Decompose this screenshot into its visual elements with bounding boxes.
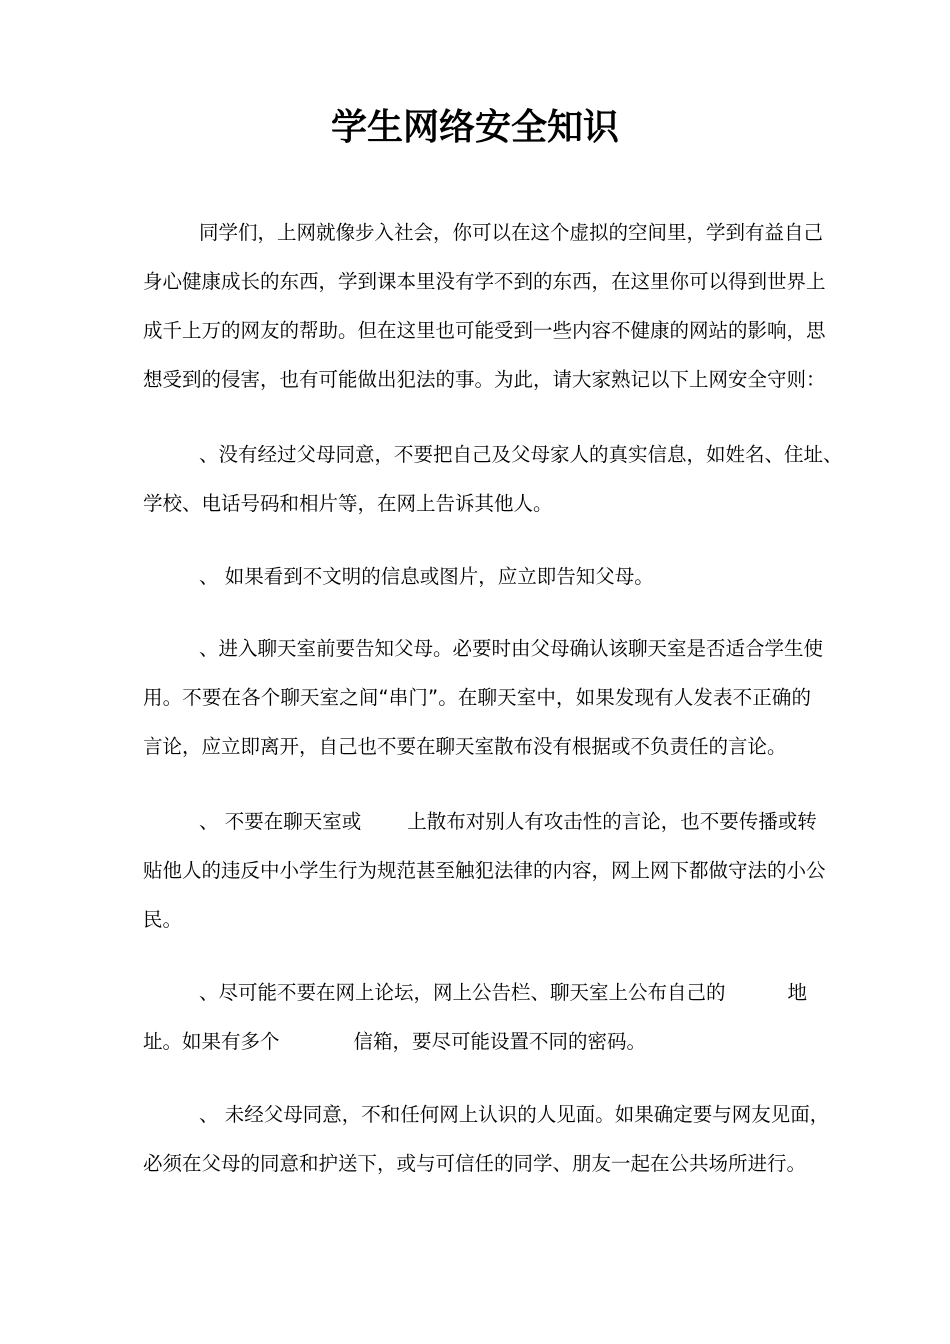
rule-4-line-3: 民。 bbox=[143, 908, 183, 931]
rule-3-line-2: 用。不要在各个聊天室之间“串门”。在聊天室中，如果发现有人发表不正确的 bbox=[143, 686, 811, 709]
rule-4-line-1-part-b: 上散布对别人有攻击性的言论，也不要传播或转 bbox=[407, 810, 817, 833]
rule-5-line-2 bbox=[143, 1017, 811, 1066]
document-title: 学生网络安全知识 bbox=[330, 107, 619, 148]
rule-3-line-1: 、进入聊天室前要告知父母。必要时由父母确认该聊天室是否适合学生使 bbox=[199, 637, 824, 660]
intro-line-1: 同学们，上网就像步入社会，你可以在这个虚拟的空间里，学到有益自己 bbox=[199, 221, 824, 244]
rule-2-line-1: 、 如果看到不文明的信息或图片，应立即告知父母。 bbox=[199, 565, 654, 588]
rule-6-paragraph bbox=[143, 1090, 830, 1188]
rule-6-line-1: 、 未经父母同意，不和任何网上认识的人见面。如果确定要与网友见面， bbox=[199, 1103, 830, 1126]
rule-6-line-2: 必须在父母的同意和护送下，或与可信任的同学、朋友一起在公共场所进行。 bbox=[143, 1152, 807, 1175]
rule-5-paragraph bbox=[143, 968, 811, 1066]
rule-4-line-1 bbox=[143, 797, 817, 846]
rule-3-paragraph bbox=[143, 624, 824, 771]
rule-1-line-1: 、没有经过父母同意，不要把自己及父母家人的真实信息，如姓名、住址、 bbox=[199, 443, 843, 466]
rule-4-line-2: 贴他人的违反中小学生行为规范甚至触犯法律的内容，网上网下都做守法的小公 bbox=[143, 859, 826, 882]
rule-5-line-1 bbox=[143, 968, 811, 1017]
rule-2-paragraph bbox=[143, 552, 811, 601]
rule-1-line-2: 学校、电话号码和相片等，在网上告诉其他人。 bbox=[143, 492, 553, 515]
rule-5-line-2-part-a: 址。如果有多个 bbox=[143, 1030, 280, 1053]
rule-4-line-1-part-a: 、 不要在聊天室或 bbox=[199, 810, 362, 833]
intro-line-4: 想受到的侵害，也有可能做出犯法的事。为此，请大家熟记以下上网安全守则： bbox=[143, 368, 826, 391]
intro-line-3: 成千上万的网友的帮助。但在这里也可能受到一些内容不健康的网站的影响，思 bbox=[143, 319, 826, 342]
intro-paragraph bbox=[143, 208, 826, 404]
rule-4-paragraph bbox=[143, 797, 826, 944]
rule-3-line-3: 言论，应立即离开，自己也不要在聊天室散布没有根据或不负责任的言论。 bbox=[143, 735, 787, 758]
rule-5-line-1-part-a: 、尽可能不要在网上论坛，网上公告栏、聊天室上公布自己的 bbox=[199, 981, 726, 1004]
rule-1-paragraph bbox=[143, 430, 843, 528]
intro-line-2: 身心健康成长的东西，学到课本里没有学不到的东西，在这里你可以得到世界上 bbox=[143, 270, 826, 293]
rule-5-line-1-part-b: 地 bbox=[787, 981, 807, 1004]
rule-5-line-2-part-b: 信箱，要尽可能设置不同的密码。 bbox=[353, 1030, 647, 1053]
